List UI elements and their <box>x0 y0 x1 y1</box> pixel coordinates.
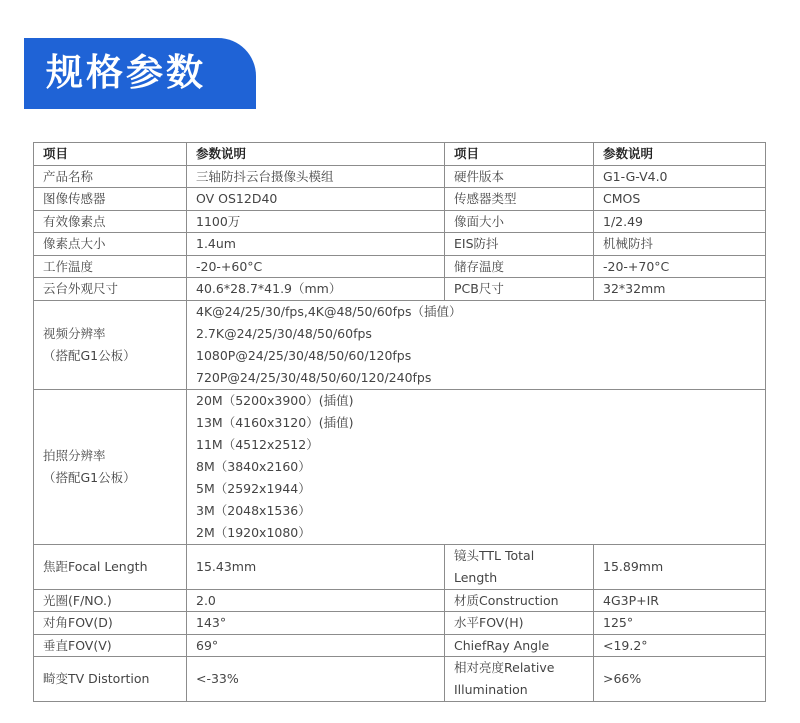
item-value: 40.6*28.7*41.9（mm） <box>187 278 445 301</box>
table-row <box>34 233 766 256</box>
value-line: 2M（1920x1080） <box>196 524 311 540</box>
item-value: <19.2° <box>594 634 766 657</box>
table-row <box>34 634 766 657</box>
header-cell: 项目 <box>34 143 187 166</box>
item-value: G1-G-V4.0 <box>594 165 766 188</box>
item-label: 云台外观尺寸 <box>34 278 187 301</box>
item-label: 焦距Focal Length <box>34 544 187 589</box>
item-label <box>445 657 594 702</box>
focal-length-row <box>34 544 766 589</box>
value-line: 13M（4160x3120）(插值) <box>196 414 354 430</box>
item-label: 图像传感器 <box>34 188 187 211</box>
item-label: 工作温度 <box>34 255 187 278</box>
item-label: 材质Construction <box>445 589 594 612</box>
video-values <box>187 300 766 389</box>
table-row <box>34 210 766 233</box>
table-row <box>34 612 766 635</box>
item-value: 15.89mm <box>594 544 766 589</box>
item-label: 像素点大小 <box>34 233 187 256</box>
item-label: 水平FOV(H) <box>445 612 594 635</box>
spec-table <box>33 142 766 702</box>
header-cell: 项目 <box>445 143 594 166</box>
item-value: 32*32mm <box>594 278 766 301</box>
label-line: 拍照分辨率 <box>43 447 106 463</box>
item-label: 对角FOV(D) <box>34 612 187 635</box>
item-value: 125° <box>594 612 766 635</box>
item-value: OV OS12D40 <box>187 188 445 211</box>
value-line: 4K@24/25/30/fps,4K@48/50/60fps（插值） <box>196 303 462 319</box>
item-value: CMOS <box>594 188 766 211</box>
table-row <box>34 278 766 301</box>
item-label: 畸变TV Distortion <box>34 657 187 702</box>
value-line: 8M（3840x2160） <box>196 458 311 474</box>
item-label: 产品名称 <box>34 165 187 188</box>
item-label: 垂直FOV(V) <box>34 634 187 657</box>
item-label: 硬件版本 <box>445 165 594 188</box>
table-header-row <box>34 143 766 166</box>
item-value: 143° <box>187 612 445 635</box>
table-row <box>34 589 766 612</box>
item-label: ChiefRay Angle <box>445 634 594 657</box>
header-cell: 参数说明 <box>594 143 766 166</box>
value-line: 2.7K@24/25/30/48/50/60fps <box>196 325 372 341</box>
label-line: 视频分辨率 <box>43 325 106 341</box>
item-label: 像面大小 <box>445 210 594 233</box>
value-line: 20M（5200x3900）(插值) <box>196 392 354 408</box>
item-value: 4G3P+IR <box>594 589 766 612</box>
item-label <box>445 544 594 589</box>
distortion-row <box>34 657 766 702</box>
photo-values <box>187 389 766 544</box>
page-title: 规格参数 <box>46 51 206 94</box>
item-label: PCB尺寸 <box>445 278 594 301</box>
item-value: 1100万 <box>187 210 445 233</box>
label-line: Illumination <box>454 682 528 697</box>
title-banner <box>24 38 256 109</box>
item-value: 69° <box>187 634 445 657</box>
value-line: 3M（2048x1536） <box>196 502 311 518</box>
label-line: 镜头TTL Total <box>454 547 535 563</box>
label-line: （搭配G1公板） <box>43 469 136 485</box>
item-label: 储存温度 <box>445 255 594 278</box>
item-value: 1.4um <box>187 233 445 256</box>
item-value: 15.43mm <box>187 544 445 589</box>
item-value: 2.0 <box>187 589 445 612</box>
value-line: 11M（4512x2512） <box>196 436 319 452</box>
item-label: EIS防抖 <box>445 233 594 256</box>
table-row <box>34 255 766 278</box>
header-cell: 参数说明 <box>187 143 445 166</box>
item-value: 1/2.49 <box>594 210 766 233</box>
photo-label <box>34 389 187 544</box>
item-value: -20-+70°C <box>594 255 766 278</box>
table-row <box>34 165 766 188</box>
item-value: -20-+60°C <box>187 255 445 278</box>
item-value: 机械防抖 <box>594 233 766 256</box>
item-label: 传感器类型 <box>445 188 594 211</box>
item-label: 有效像素点 <box>34 210 187 233</box>
item-value: 三轴防抖云台摄像头模组 <box>187 165 445 188</box>
item-value: >66% <box>594 657 766 702</box>
item-label: 光圈(F/NO.) <box>34 589 187 612</box>
video-resolution-row <box>34 300 766 389</box>
value-line: 720P@24/25/30/48/50/60/120/240fps <box>196 369 432 385</box>
label-line: 相对亮度Relative <box>454 660 555 675</box>
label-line: （搭配G1公板） <box>43 347 136 363</box>
item-value: <-33% <box>187 657 445 702</box>
table-row <box>34 188 766 211</box>
value-line: 5M（2592x1944） <box>196 480 311 496</box>
value-line: 1080P@24/25/30/48/50/60/120fps <box>196 347 412 363</box>
photo-resolution-row <box>34 389 766 544</box>
video-label <box>34 300 187 389</box>
label-line: Length <box>454 569 498 585</box>
